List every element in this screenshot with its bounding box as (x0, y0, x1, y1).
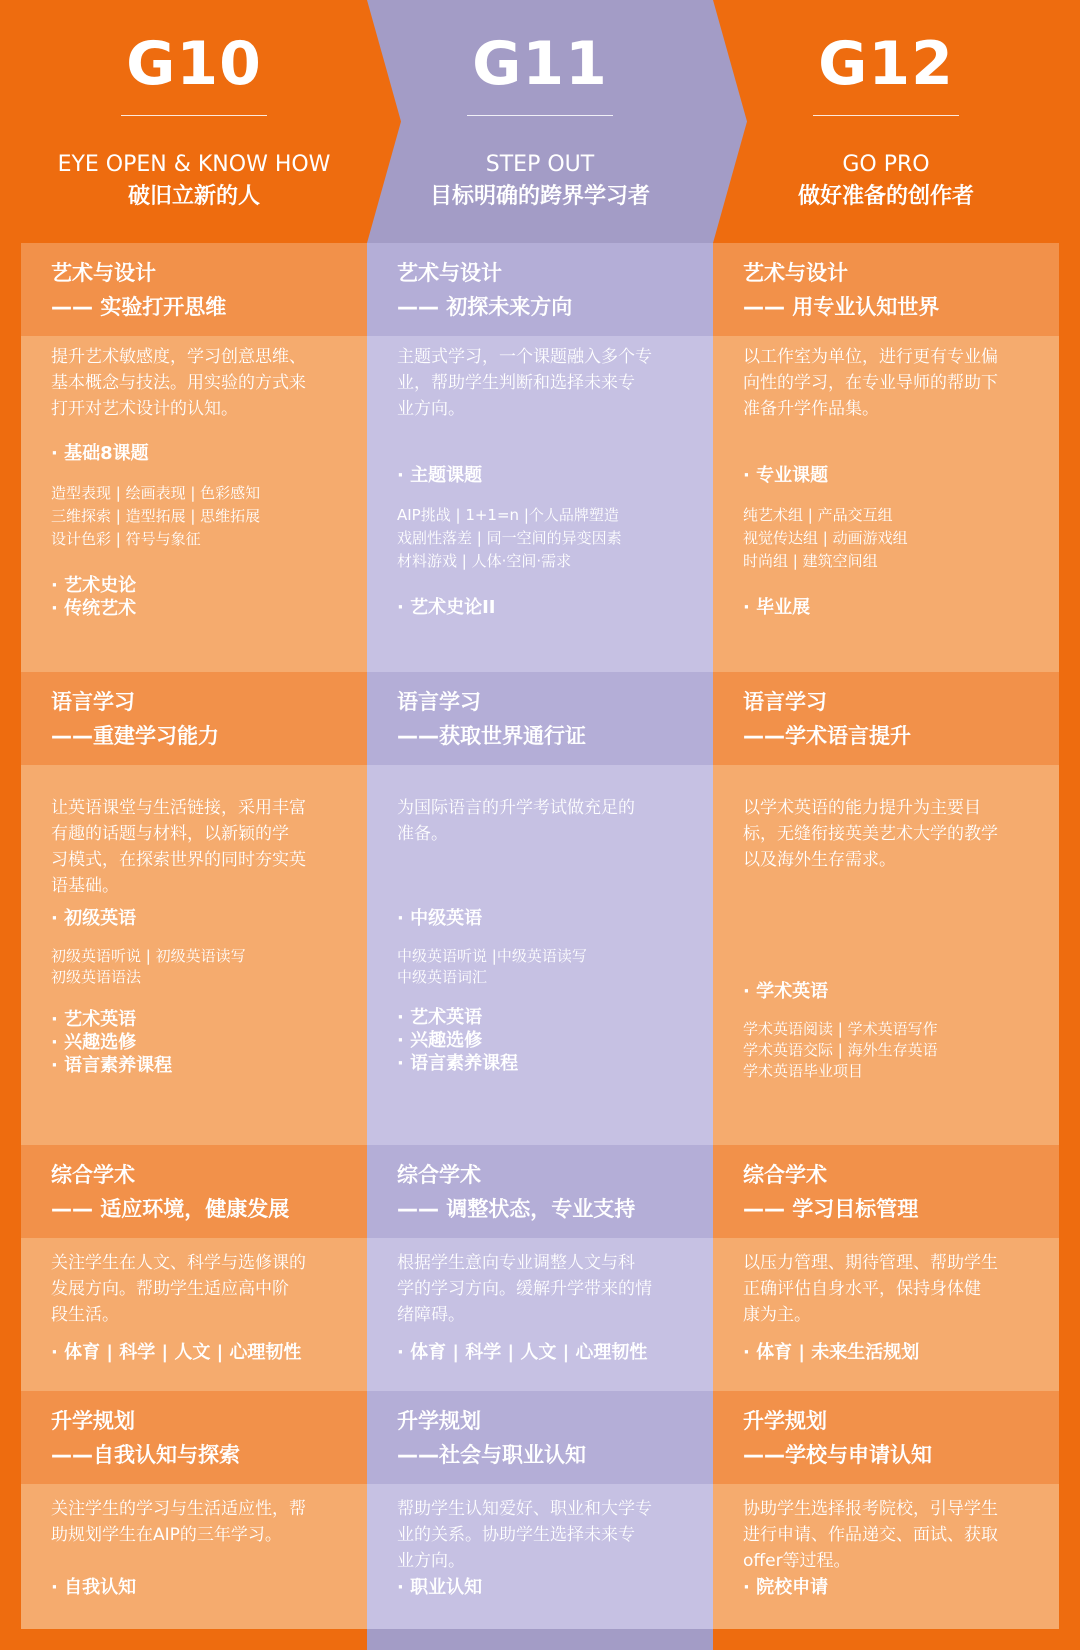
section-title: 语言学习 (51, 690, 135, 714)
section-description (743, 344, 1043, 422)
course-item: 初级英语语法 (51, 968, 142, 986)
course-tag: · 主题课题 (397, 465, 483, 486)
course-item: 设计色彩 | 符号与象征 (51, 530, 201, 548)
section-body-art-g12 (713, 336, 1059, 672)
section-body-art-g11 (367, 336, 713, 672)
section-title: 语言学习 (743, 690, 827, 714)
course-tag: · 传统艺术 (51, 598, 137, 619)
section-description (397, 1250, 697, 1328)
course-tag: · 艺术史论 (51, 575, 137, 596)
course-list (51, 482, 351, 551)
course-item: 时尚组 | 建筑空间组 (743, 552, 878, 570)
description-line: 段生活。 (51, 1305, 119, 1325)
section-subtitle: —— 调整状态，专业支持 (397, 1197, 636, 1221)
description-line: 以工作室为单位，进行更有专业偏 (743, 347, 998, 367)
section-title: 升学规划 (51, 1409, 135, 1433)
description-line: 业方向。 (397, 1551, 465, 1571)
section-description (397, 1496, 697, 1574)
course-tag: · 兴趣选修 (397, 1030, 483, 1051)
grade-subtitle-zh: 做好准备的创作者 (797, 184, 974, 209)
description-line: 发展方向。帮助学生适应高中阶 (51, 1279, 289, 1299)
section-header-academic-g10 (21, 1145, 367, 1238)
description-line: 业，帮助学生判断和选择未来专 (397, 373, 635, 393)
description-line: 标，无缝衔接英美艺术大学的教学 (743, 824, 998, 844)
course-tag: · 中级英语 (397, 908, 483, 929)
section-body-language-g10 (21, 765, 367, 1145)
description-line: 以及海外生存需求。 (743, 850, 896, 870)
header-divider (813, 115, 959, 116)
description-line: 向性的学习，在专业导师的帮助下 (743, 373, 998, 393)
description-line: 准备。 (397, 824, 448, 844)
section-title: 综合学术 (397, 1163, 481, 1187)
grade-title: G12 (818, 29, 954, 99)
course-tag: · 语言素养课程 (397, 1053, 519, 1074)
section-body-planning-g10 (21, 1484, 367, 1629)
description-line: 主题式学习，一个课题融入多个专 (397, 347, 652, 367)
course-list (397, 946, 697, 988)
section-header-planning-g10 (21, 1391, 367, 1484)
header-g10 (21, 0, 367, 243)
course-tag: · 体育 | 未来生活规划 (743, 1342, 920, 1363)
description-line: 进行申请、作品递交、面试、获取 (743, 1525, 998, 1545)
course-item: 学术英语毕业项目 (743, 1062, 864, 1080)
section-body-planning-g12 (713, 1484, 1059, 1629)
description-line: 准备升学作品集。 (743, 399, 879, 419)
course-tag: · 体育 | 科学 | 人文 | 心理韧性 (51, 1342, 302, 1363)
section-description (743, 1250, 1043, 1328)
course-list (51, 946, 351, 988)
section-title: 艺术与设计 (397, 261, 502, 285)
course-item: 戏剧性落差 | 同一空间的异变因素 (397, 529, 622, 547)
course-tag: · 体育 | 科学 | 人文 | 心理韧性 (397, 1342, 648, 1363)
section-body-planning-g11 (367, 1484, 713, 1629)
course-item: 三维探索 | 造型拓展 | 思维拓展 (51, 507, 261, 525)
course-list (397, 504, 697, 573)
header-divider (121, 115, 267, 116)
section-header-planning-g12 (713, 1391, 1059, 1484)
section-header-language-g10 (21, 672, 367, 765)
section-header-academic-g11 (367, 1145, 713, 1238)
course-tag: · 语言素养课程 (51, 1055, 173, 1076)
description-line: 打开对艺术设计的认知。 (51, 399, 238, 419)
course-item: 视觉传达组 | 动画游戏组 (743, 529, 908, 547)
course-item: 学术英语交际 | 海外生存英语 (743, 1041, 938, 1059)
section-title: 语言学习 (397, 690, 481, 714)
section-title: 综合学术 (743, 1163, 827, 1187)
section-subtitle: ——学术语言提升 (743, 724, 911, 748)
section-title: 升学规划 (397, 1409, 481, 1433)
section-header-academic-g12 (713, 1145, 1059, 1238)
section-header-art-g12 (713, 243, 1059, 336)
course-tag: · 职业认知 (397, 1577, 483, 1598)
grade-subtitle-en: STEP OUT (485, 152, 595, 177)
description-line: 让英语课堂与生活链接，采用丰富 (51, 798, 306, 818)
course-item: 学术英语阅读 | 学术英语写作 (743, 1020, 938, 1038)
section-body-academic-g10 (21, 1238, 367, 1391)
section-description (51, 1496, 351, 1548)
grade-subtitle-en: GO PRO (842, 152, 930, 177)
section-title: 升学规划 (743, 1409, 827, 1433)
section-description (397, 795, 697, 847)
description-line: 以压力管理、期待管理、帮助学生 (743, 1253, 998, 1273)
course-tag: · 自我认知 (51, 1577, 137, 1598)
course-tag: · 毕业展 (743, 597, 811, 618)
course-item: 造型表现 | 绘画表现 | 色彩感知 (51, 484, 261, 502)
section-body-language-g11 (367, 765, 713, 1145)
section-subtitle: ——获取世界通行证 (397, 724, 586, 748)
course-tag: · 学术英语 (743, 981, 829, 1002)
course-item: 材料游戏 | 人体·空间·需求 (397, 552, 572, 570)
header-g11 (367, 0, 713, 243)
section-subtitle: —— 学习目标管理 (743, 1197, 919, 1221)
description-line: 习模式，在探索世界的同时夯实英 (51, 850, 306, 870)
section-header-language-g12 (713, 672, 1059, 765)
section-description (51, 795, 351, 899)
description-line: 关注学生在人文、科学与选修课的 (51, 1253, 306, 1273)
grade-subtitle-zh: 破旧立新的人 (127, 184, 260, 209)
description-line: 以学术英语的能力提升为主要目 (743, 798, 981, 818)
grade-title: G10 (126, 29, 262, 99)
course-item: AIP挑战 | 1+1=n |个人品牌塑造 (397, 506, 619, 524)
section-title: 艺术与设计 (51, 261, 156, 285)
description-line: 助规划学生在AIP的三年学习。 (51, 1525, 282, 1545)
section-description (743, 1496, 1043, 1574)
description-line: 基本概念与技法。用实验的方式来 (51, 373, 306, 393)
course-tag: · 兴趣选修 (51, 1032, 137, 1053)
description-line: 有趣的话题与材料，以新颖的学 (51, 824, 289, 844)
description-line: offer等过程。 (743, 1551, 851, 1571)
section-subtitle: —— 用专业认知世界 (743, 295, 940, 319)
course-item: 中级英语词汇 (397, 968, 488, 986)
section-title: 艺术与设计 (743, 261, 848, 285)
section-body-language-g12 (713, 765, 1059, 1145)
section-subtitle: ——自我认知与探索 (51, 1443, 240, 1467)
section-subtitle: ——重建学习能力 (51, 724, 219, 748)
section-description (51, 1250, 351, 1328)
section-header-art-g10 (21, 243, 367, 336)
grade-subtitle-zh: 目标明确的跨界学习者 (429, 184, 650, 209)
description-line: 提升艺术敏感度，学习创意思维、 (51, 347, 306, 367)
course-tag: · 艺术史论II (397, 597, 496, 618)
grade-subtitle-en: EYE OPEN & KNOW HOW (57, 152, 331, 177)
grade-title: G11 (472, 29, 608, 99)
course-tag: · 院校申请 (743, 1577, 829, 1598)
course-item: 初级英语听说 | 初级英语读写 (51, 947, 246, 965)
section-header-art-g11 (367, 243, 713, 336)
section-description (51, 344, 351, 422)
header-divider (467, 115, 613, 116)
description-line: 语基础。 (51, 876, 119, 896)
course-tag: · 艺术英语 (397, 1007, 483, 1028)
section-body-art-g10 (21, 336, 367, 672)
description-line: 绪障碍。 (397, 1305, 465, 1325)
course-item: 中级英语听说 |中级英语读写 (397, 947, 587, 965)
header-g12 (713, 0, 1059, 243)
course-list (743, 504, 1043, 573)
section-header-planning-g11 (367, 1391, 713, 1484)
section-description (397, 344, 697, 422)
course-tag: · 专业课题 (743, 465, 829, 486)
section-subtitle: —— 实验打开思维 (51, 295, 227, 319)
description-line: 康为主。 (743, 1305, 811, 1325)
description-line: 协助学生选择报考院校，引导学生 (743, 1499, 998, 1519)
section-description (743, 795, 1043, 873)
description-line: 为国际语言的升学考试做充足的 (397, 798, 635, 818)
section-subtitle: —— 初探未来方向 (397, 295, 573, 319)
description-line: 学的学习方向。缓解升学带来的情 (397, 1279, 652, 1299)
course-tag: · 基础8课题 (51, 443, 149, 464)
description-line: 帮助学生认知爱好、职业和大学专 (397, 1499, 652, 1519)
section-subtitle: ——学校与申请认知 (743, 1443, 932, 1467)
course-tag: · 艺术英语 (51, 1009, 137, 1030)
section-title: 综合学术 (51, 1163, 135, 1187)
section-body-academic-g12 (713, 1238, 1059, 1391)
section-subtitle: —— 适应环境，健康发展 (51, 1197, 290, 1221)
description-line: 正确评估自身水平，保持身体健 (743, 1279, 981, 1299)
description-line: 根据学生意向专业调整人文与科 (397, 1253, 635, 1273)
description-line: 业的关系。协助学生选择未来专 (397, 1525, 635, 1545)
course-tag: · 初级英语 (51, 908, 137, 929)
course-item: 纯艺术组 | 产品交互组 (743, 506, 893, 524)
description-line: 关注学生的学习与生活适应性，帮 (51, 1499, 306, 1519)
section-header-language-g11 (367, 672, 713, 765)
section-body-academic-g11 (367, 1238, 713, 1391)
course-list (743, 1019, 1043, 1082)
section-subtitle: ——社会与职业认知 (397, 1443, 586, 1467)
description-line: 业方向。 (397, 399, 465, 419)
